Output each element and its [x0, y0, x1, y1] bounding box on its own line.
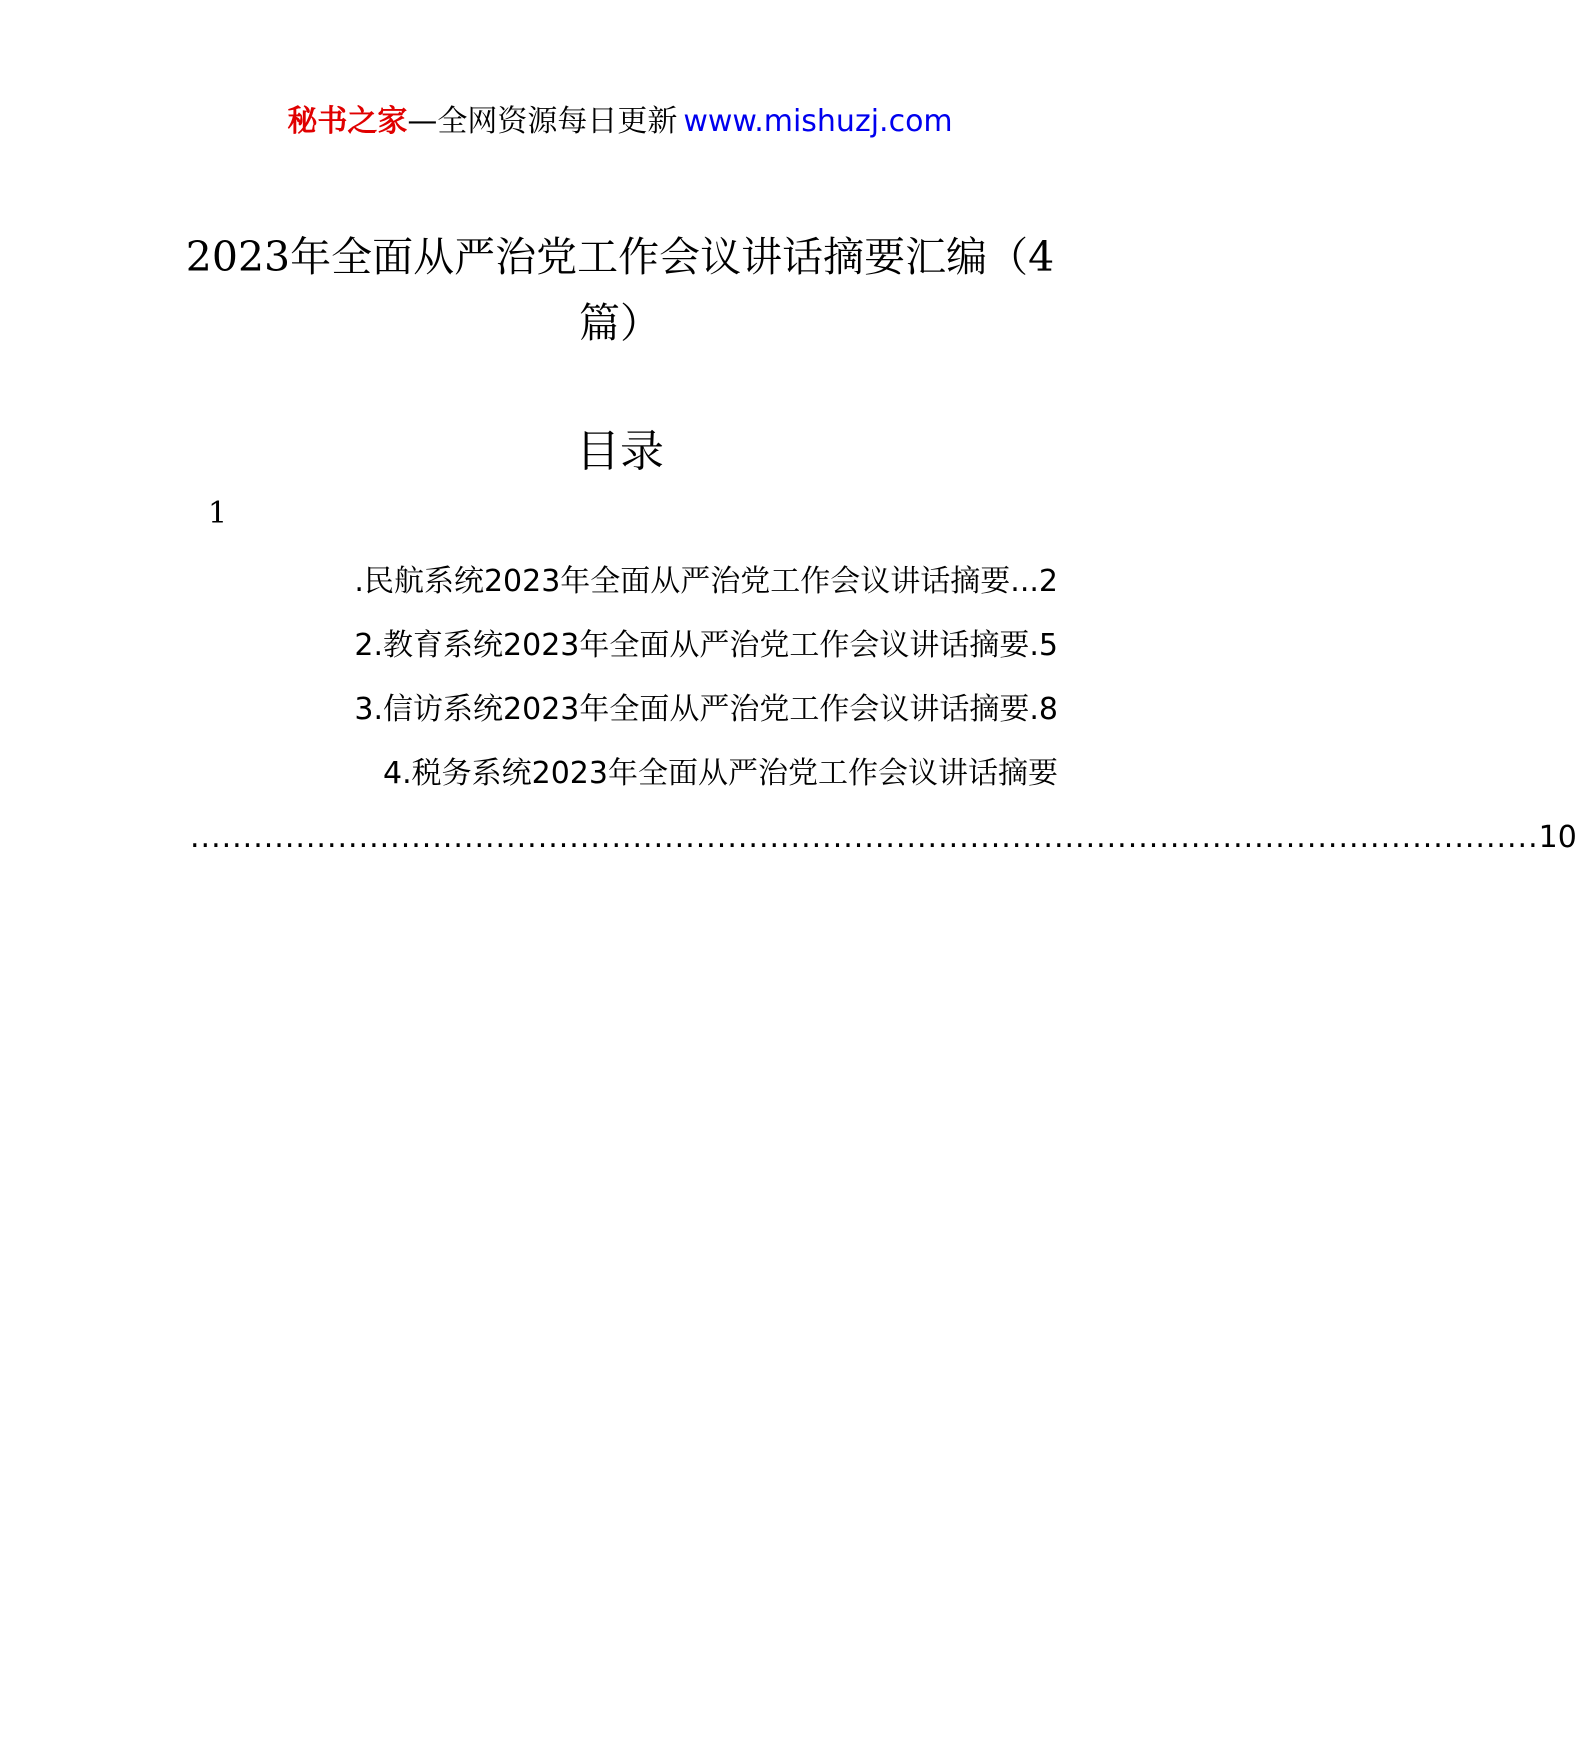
- website-link[interactable]: www.mishuzj.com: [683, 104, 953, 139]
- toc-entry-4-leader[interactable]: [190, 818, 1577, 858]
- stray-page-number: 1: [208, 496, 228, 531]
- dot-leader: ................................................................................................................................: [190, 820, 1539, 855]
- toc-entry-1[interactable]: .民航系统2023年全面从严治党工作会议讲话摘要...2: [354, 564, 1058, 599]
- toc-entry-2[interactable]: 2.教育系统2023年全面从严治党工作会议讲话摘要.5: [354, 628, 1058, 663]
- toc-entry-4[interactable]: 4.税务系统2023年全面从严治党工作会议讲话摘要: [383, 756, 1058, 791]
- toc-entry-4-page: 10: [1538, 820, 1577, 855]
- banner-tagline: —全网资源每日更新: [407, 104, 678, 139]
- brand-name: 秘书之家: [287, 104, 408, 139]
- toc-heading: 目录: [576, 426, 664, 477]
- document-title: 2023年全面从严治党工作会议讲话摘要汇编（4篇）: [185, 233, 1055, 347]
- toc-entry-3[interactable]: 3.信访系统2023年全面从严治党工作会议讲话摘要.8: [354, 692, 1058, 727]
- header-banner: [0, 102, 1240, 142]
